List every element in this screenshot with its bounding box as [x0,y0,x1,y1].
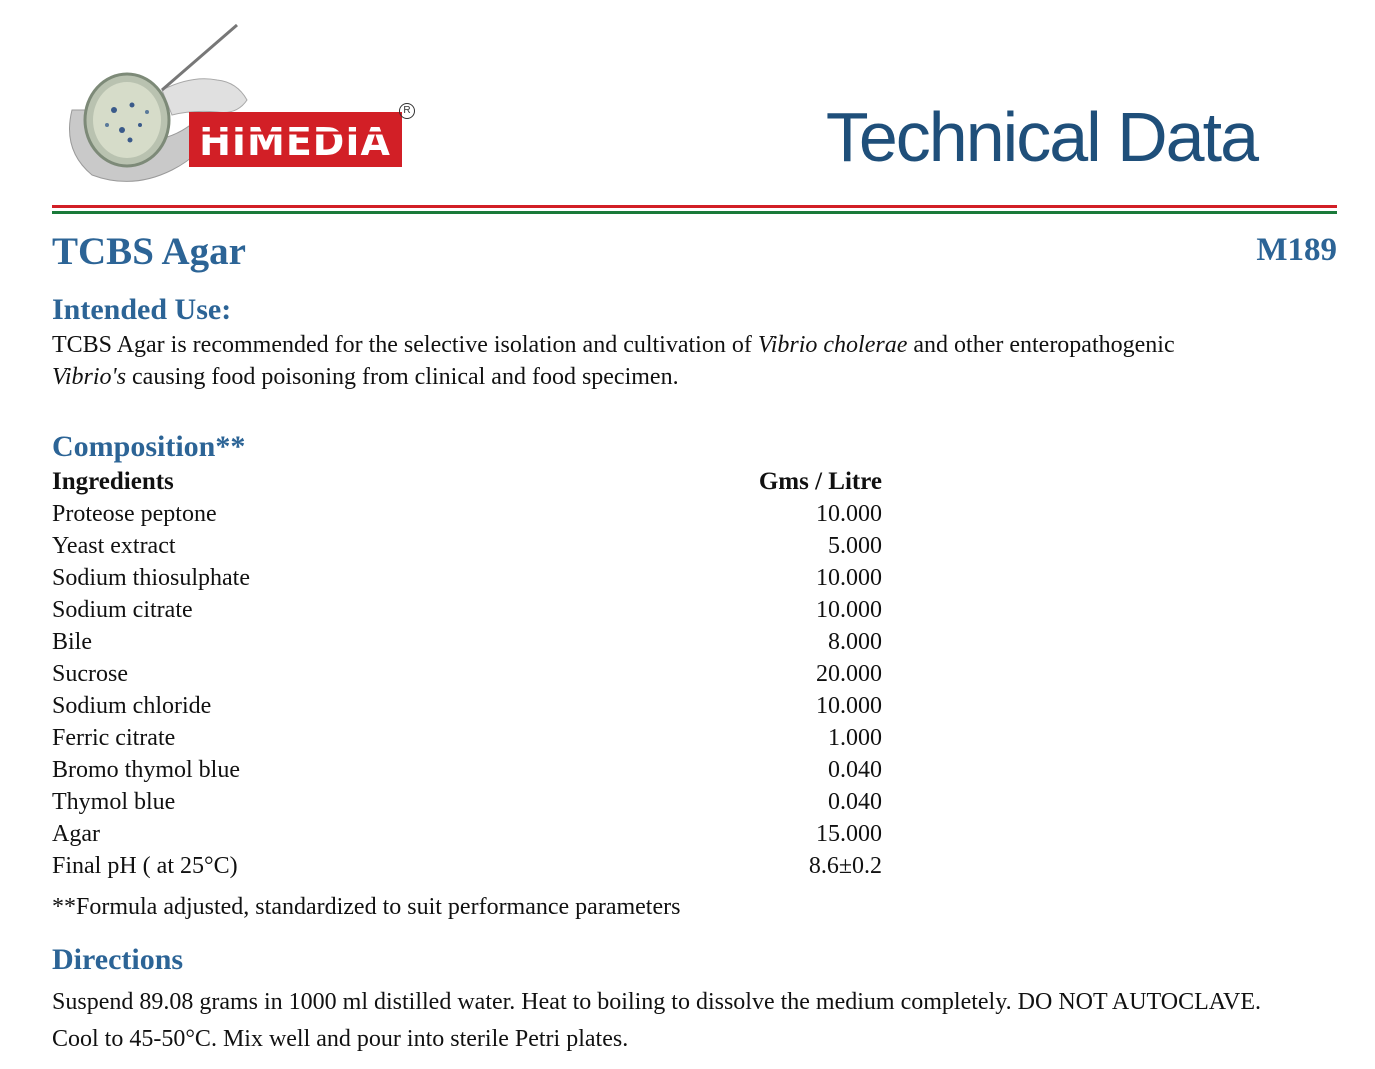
ingredient-amount: 0.040 [828,789,882,815]
ingredient-amount: 8.6±0.2 [808,853,882,879]
table-row [52,530,882,562]
table-row [52,658,882,690]
table-row [52,722,882,754]
himedia-logo [52,20,422,190]
intended-use-heading: Intended Use: [52,293,232,326]
product-name: TCBS Agar [52,230,246,273]
composition-heading: Composition** [52,430,246,463]
ingredient-amount: 15.000 [816,821,882,847]
ingredient-name: Sodium citrate [52,597,193,623]
ingredients-column-header: Ingredients [52,468,174,495]
ingredient-name: Sucrose [52,661,128,687]
ingredient-amount: 8.000 [828,629,882,655]
registered-mark: R [399,103,415,119]
organism-name: Vibrio's [52,364,127,390]
ingredient-name: Yeast extract [52,533,176,559]
table-row [52,626,882,658]
table-row [52,562,882,594]
ingredient-name: Agar [52,821,100,847]
ingredient-name: Sodium chloride [52,693,212,719]
intended-use-text: causing food poisoning from clinical and food specimen. [126,364,679,390]
ingredient-name: Bromo thymol blue [52,757,240,783]
table-row [52,818,882,850]
ingredient-name: Ferric citrate [52,725,176,751]
directions-line-2: Cool to 45-50°C. Mix well and pour into sterile Petri plates. [52,1026,629,1052]
ingredient-amount: 10.000 [816,501,882,527]
table-row [52,594,882,626]
brand-text: HIMEDIA [199,120,391,164]
product-code: M189 [1256,232,1337,268]
ingredient-amount: 0.040 [828,757,882,783]
ingredient-amount: 10.000 [816,597,882,623]
ingredient-name: Bile [52,629,92,655]
header-rule-red [52,205,1337,208]
ingredient-name: Proteose peptone [52,501,217,527]
ingredient-amount: 1.000 [828,725,882,751]
ingredient-name: Final pH ( at 25°C) [52,853,238,879]
directions-line-1: Suspend 89.08 grams in 1000 ml distilled water. Heat to boiling to dissolve the medium completely. DO NOT AUTOCLAVE. [52,989,1262,1015]
intended-use-line-1 [52,329,1175,361]
ingredient-amount: 20.000 [816,661,882,687]
table-row [52,786,882,818]
intended-use-text: TCBS Agar is recommended for the selective isolation and cultivation of [52,332,758,358]
table-row [52,498,882,530]
ingredient-amount: 10.000 [816,693,882,719]
intended-use-line-2 [52,361,679,393]
formula-note: **Formula adjusted, standardized to suit performance parameters [52,894,681,920]
composition-header-row [52,466,882,498]
organism-name: Vibrio cholerae [757,332,908,358]
directions-heading: Directions [52,943,184,976]
table-row [52,850,882,882]
document-title: Technical Data [825,98,1257,176]
intended-use-text: and other enteropathogenic [907,332,1175,358]
table-row [52,754,882,786]
page-header [0,0,1375,200]
table-row [52,690,882,722]
header-rule-green [52,211,1337,214]
petri-dish-hand-icon [52,20,422,190]
amount-column-header: Gms / Litre [758,468,882,495]
ingredient-name: Thymol blue [52,789,176,815]
ingredient-amount: 10.000 [816,565,882,591]
ingredient-name: Sodium thiosulphate [52,565,250,591]
composition-table [52,466,882,882]
ingredient-amount: 5.000 [828,533,882,559]
